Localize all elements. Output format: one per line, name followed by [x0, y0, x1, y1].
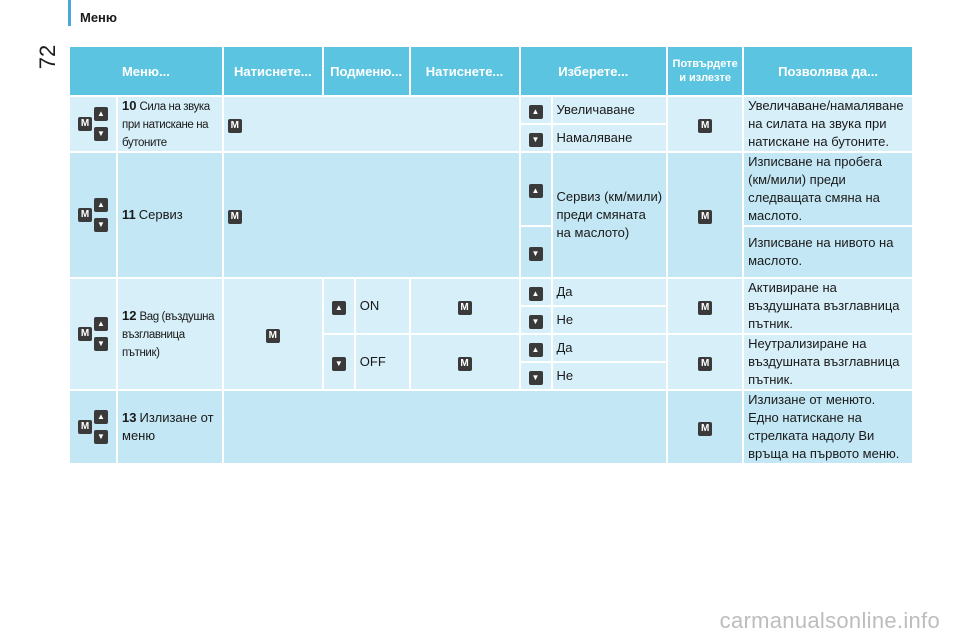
down-arrow-icon: ▼ — [94, 127, 108, 141]
menu-item-text: Bag (въздушна възглавница пътник) — [122, 311, 215, 359]
down-arrow-icon: ▼ — [94, 218, 108, 232]
header-confirm-exit: Потвърдете и излезте — [668, 47, 742, 95]
menu-item-number: 13 — [122, 410, 137, 425]
press-m-cell — [224, 153, 519, 277]
menu-item-text: Излизане от меню — [122, 410, 214, 443]
m-key-icon: M — [228, 210, 242, 224]
menu-item-label — [118, 391, 222, 463]
confirm-cell — [668, 97, 742, 151]
description-on: Активиране на въздушната възглавница пътник. — [744, 279, 912, 333]
up-arrow-icon: ▲ — [94, 410, 108, 424]
up-arrow-icon: ▲ — [529, 287, 543, 301]
nav-keys — [70, 97, 116, 151]
down-arrow-icon: ▼ — [94, 430, 108, 444]
down-arrow-icon: ▼ — [529, 247, 543, 261]
submenu-off: OFF — [356, 335, 409, 389]
header-allows: Позволява да... — [744, 47, 912, 95]
m-key-icon: M — [698, 210, 712, 224]
option-no: Не — [553, 363, 667, 389]
confirm-on-cell — [668, 279, 742, 333]
header-menu: Меню... — [70, 47, 222, 95]
empty-cell — [224, 391, 666, 463]
confirm-cell — [668, 153, 742, 277]
menu-item-label — [118, 279, 222, 389]
up-arrow-icon: ▲ — [94, 107, 108, 121]
m-key-icon: M — [698, 119, 712, 133]
option-decrease: Намаляване — [553, 125, 667, 151]
description: Излизане от менюто. Едно натискане на стрелката надолу Ви връща на първото меню. — [744, 391, 912, 463]
m-key-icon: M — [266, 329, 280, 343]
m-key-icon: M — [458, 301, 472, 315]
m-key-icon: M — [78, 420, 92, 434]
press-m-on-cell — [411, 279, 519, 333]
menu-item-text: Сервиз — [138, 207, 183, 222]
header-submenu: Подменю... — [324, 47, 409, 95]
press-m-off-cell — [411, 335, 519, 389]
select-up-cell — [521, 153, 551, 225]
header-select: Изберете... — [521, 47, 667, 95]
select-up-cell — [521, 335, 551, 361]
option-yes: Да — [553, 335, 667, 361]
nav-keys — [70, 279, 116, 389]
confirm-cell — [668, 391, 742, 463]
up-arrow-icon: ▲ — [529, 343, 543, 357]
option-no: Не — [553, 307, 667, 333]
press-m-cell — [224, 279, 322, 389]
table-row-11 — [70, 153, 912, 225]
up-arrow-icon: ▲ — [529, 105, 543, 119]
submenu-on: ON — [356, 279, 409, 333]
down-arrow-icon: ▼ — [529, 133, 543, 147]
option-increase: Увеличаване — [553, 97, 667, 123]
page-number: 72 — [35, 44, 61, 70]
down-arrow-icon: ▼ — [332, 357, 346, 371]
m-key-icon: M — [458, 357, 472, 371]
option-service: Сервиз (км/мили) преди смяната на маслото) — [553, 153, 667, 277]
description-mileage: Изписване на пробега (км/мили) преди следващата смяна на маслото. — [744, 153, 912, 225]
m-key-icon: M — [698, 357, 712, 371]
menu-item-number: 10 — [122, 98, 137, 113]
down-arrow-icon: ▼ — [94, 337, 108, 351]
section-accent-bar — [68, 0, 71, 26]
section-title: Меню — [80, 10, 118, 25]
m-key-icon: M — [698, 422, 712, 436]
menu-item-label — [118, 153, 222, 277]
nav-keys — [70, 391, 116, 463]
table-row-13 — [70, 391, 912, 463]
m-key-icon: M — [78, 117, 92, 131]
submenu-up-cell — [324, 279, 354, 333]
header-row — [70, 47, 912, 95]
table-row-12 — [70, 279, 912, 305]
up-arrow-icon: ▲ — [94, 317, 108, 331]
select-down-cell — [521, 227, 551, 277]
select-up-cell — [521, 279, 551, 305]
m-key-icon: M — [698, 301, 712, 315]
m-key-icon: M — [228, 119, 242, 133]
description-off: Неутрализиране на въздушната възглавница пътник. — [744, 335, 912, 389]
select-down-cell — [521, 307, 551, 333]
watermark: carmanualsonline.info — [719, 608, 940, 633]
submenu-down-cell — [324, 335, 354, 389]
press-m-cell — [224, 97, 519, 151]
select-down-cell — [521, 125, 551, 151]
menu-table — [68, 45, 914, 465]
option-yes: Да — [553, 279, 667, 305]
m-key-icon: M — [78, 208, 92, 222]
down-arrow-icon: ▼ — [529, 315, 543, 329]
table-row-10 — [70, 97, 912, 123]
menu-item-number: 11 — [122, 207, 136, 222]
menu-item-number: 12 — [122, 308, 137, 323]
m-key-icon: M — [78, 327, 92, 341]
select-down-cell — [521, 363, 551, 389]
description: Увеличаване/намаляване на силата на звука при натискане на бутоните. — [744, 97, 912, 151]
select-up-cell — [521, 97, 551, 123]
up-arrow-icon: ▲ — [529, 184, 543, 198]
description-oil-level: Изписване на нивото на маслото. — [744, 227, 912, 277]
header-press-2: Натиснете... — [411, 47, 519, 95]
down-arrow-icon: ▼ — [529, 371, 543, 385]
header-press-1: Натиснете... — [224, 47, 322, 95]
menu-item-label — [118, 97, 222, 151]
up-arrow-icon: ▲ — [332, 301, 346, 315]
menu-item-text: Сила на звука при натискане на бутоните — [122, 101, 210, 149]
up-arrow-icon: ▲ — [94, 198, 108, 212]
confirm-off-cell — [668, 335, 742, 389]
nav-keys — [70, 153, 116, 277]
